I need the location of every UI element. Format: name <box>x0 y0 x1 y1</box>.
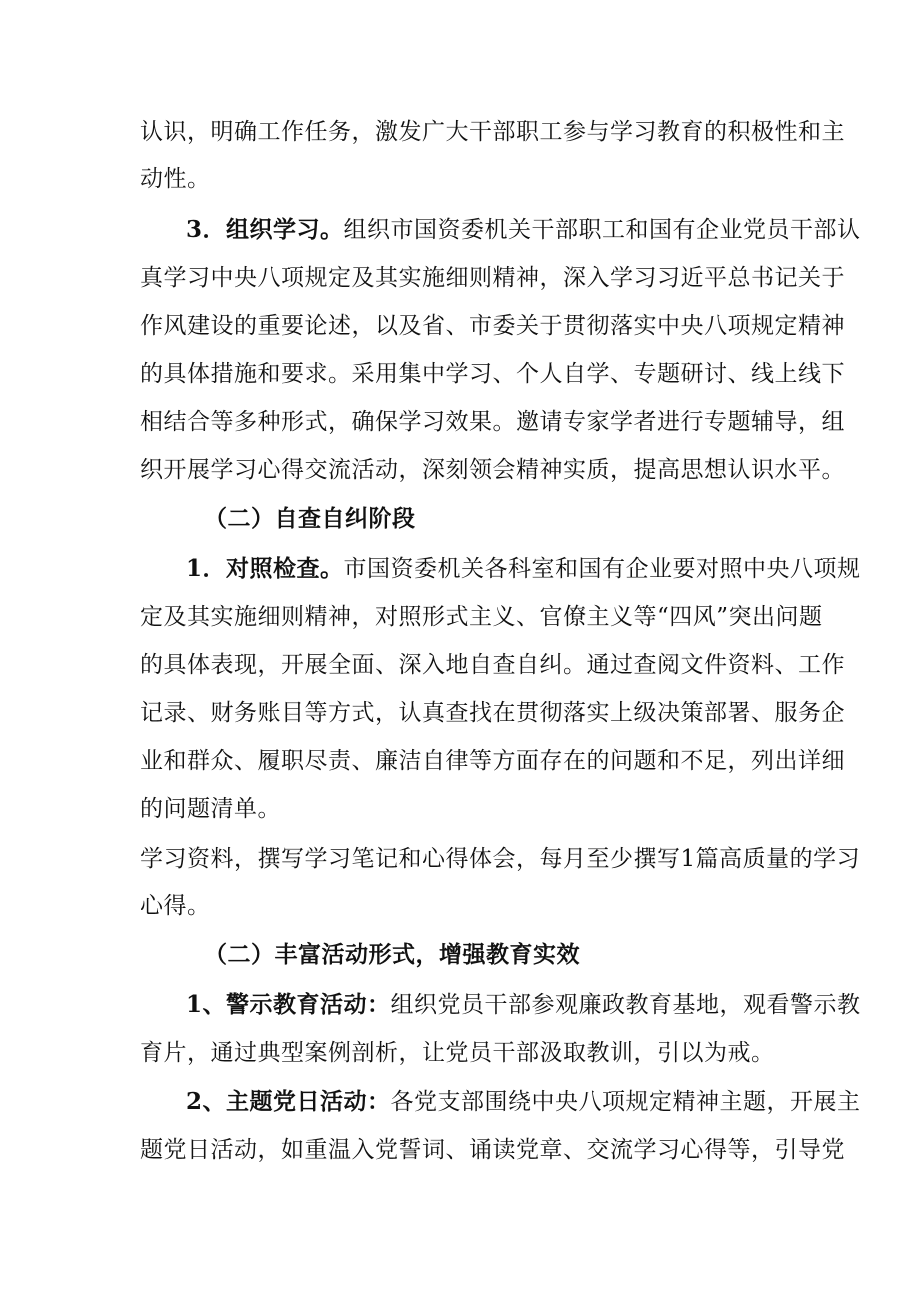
study-paragraph-line-4: 的具体措施和要求。采用集中学习、个人自学、专题研讨、线上线下 <box>140 361 845 387</box>
study-paragraph-line-5: 相结合等多种形式，确保学习效果。邀请专家学者进行专题辅导，组 <box>140 409 845 435</box>
check-paragraph-line-4: 记录、财务账目等方式，认真查找在贯彻落实上级决策部署、服务企 <box>140 700 845 726</box>
check-paragraph-line-3: 的具体表现，开展全面、深入地自查自纠。通过查阅文件资料、工作 <box>140 652 845 678</box>
materials-line-1: 学习资料，撰写学习笔记和心得体会，每月至少撰写1篇高质量的学习 <box>140 846 861 872</box>
self-check-heading-text: （二）自查自纠阶段 <box>204 505 416 532</box>
warning-paragraph-label: 1、警示教育活动： <box>186 991 391 1018</box>
activities-heading-text: （二）丰富活动形式，增强教育实效 <box>204 941 580 968</box>
check-paragraph-line-2: 定及其实施细则精神，对照形式主义、官僚主义等“四风”突出问题 <box>140 604 823 630</box>
warning-paragraph-line-1 <box>140 990 861 1020</box>
intro-line-1: 认识，明确工作任务，激发广大干部职工参与学习教育的积极性和主 <box>140 119 845 145</box>
warning-paragraph-line-1-text: 组织党员干部参观廉政教育基地，观看警示教 <box>390 992 861 1018</box>
materials-line-2: 心得。 <box>140 893 211 919</box>
party-day-paragraph-label: 2、主题党日活动： <box>186 1088 391 1115</box>
study-paragraph-line-1 <box>140 215 861 245</box>
party-day-paragraph-line-1-text: 各党支部围绕中央八项规定精神主题，开展主 <box>390 1089 861 1115</box>
warning-paragraph-line-2: 育片，通过典型案例剖析，让党员干部汲取教训，引以为戒。 <box>140 1040 775 1066</box>
self-check-heading <box>140 504 800 534</box>
activities-heading <box>140 940 800 970</box>
study-paragraph-line-1-text: 组织市国资委机关干部职工和国有企业党员干部认 <box>343 217 861 243</box>
check-paragraph-line-1-text: 市国资委机关各科室和国有企业要对照中央八项规 <box>343 556 861 582</box>
study-paragraph-line-2: 真学习中央八项规定及其实施细则精神，深入学习习近平总书记关于 <box>140 265 845 291</box>
check-paragraph-label: 1．对照检查。 <box>186 555 344 582</box>
check-paragraph-line-1 <box>140 554 861 584</box>
intro-line-2: 动性。 <box>140 166 211 192</box>
check-paragraph-line-5: 业和群众、履职尽责、廉洁自律等方面存在的问题和不足，列出详细 <box>140 748 845 774</box>
study-paragraph-line-3: 作风建设的重要论述，以及省、市委关于贯彻落实中央八项规定精神 <box>140 313 845 339</box>
check-paragraph-line-6: 的问题清单。 <box>140 796 281 822</box>
party-day-paragraph-line-2: 题党日活动，如重温入党誓词、诵读党章、交流学习心得等，引导党 <box>140 1137 845 1163</box>
party-day-paragraph-line-1 <box>140 1087 861 1117</box>
study-paragraph-label: 3．组织学习。 <box>186 216 344 243</box>
study-paragraph-line-6: 织开展学习心得交流活动，深刻领会精神实质，提高思想认识水平。 <box>140 457 845 483</box>
